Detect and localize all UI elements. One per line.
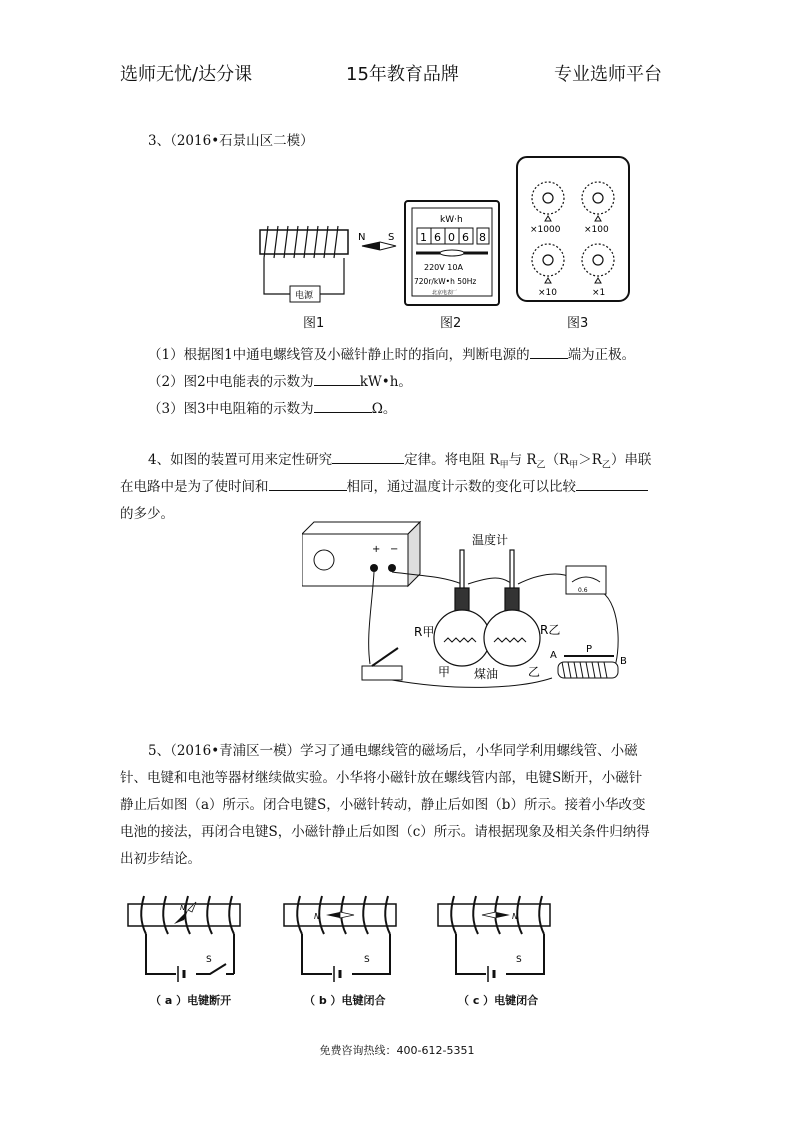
q3-title: 3、（2016•石景山区二模） xyxy=(148,133,314,149)
rheostat-a-label: A xyxy=(550,650,557,661)
supply-minus-label: − xyxy=(390,544,399,555)
flask-jia-label: 甲 xyxy=(438,665,451,679)
answer-blank[interactable] xyxy=(332,447,404,464)
q5b-n-label: N xyxy=(314,912,320,921)
fig3-caption: 图3 xyxy=(567,316,589,331)
q3-item-2-text: （2）图2中电能表的示数为 xyxy=(148,374,314,390)
q5-line-4: 电池的接法，再闭合电键S，小磁针静止后如图（c）所示。请根据现象及相关条件归纳得 xyxy=(120,824,650,840)
q4-sub-jia: 甲 xyxy=(499,460,509,471)
page-footer: 免费咨询热线：400-612-5351 xyxy=(319,1044,475,1057)
answer-blank[interactable] xyxy=(314,396,372,413)
header-center: 15年教育品牌 xyxy=(346,64,459,85)
q3-item-1-suffix: 端为正极。 xyxy=(567,347,636,363)
r-yi-label: R乙 xyxy=(540,623,561,637)
q5b-s-label: S xyxy=(364,955,370,965)
q5-line-5: 出初步结论。 xyxy=(120,851,201,867)
header-left: 选师无忧/达分课 xyxy=(120,64,253,85)
answer-blank[interactable] xyxy=(314,369,360,386)
fig3-mult-10: ×10 xyxy=(538,288,557,298)
q4-text-f: ）串联 xyxy=(610,452,652,468)
q3-item-1 xyxy=(148,342,635,369)
q4-text-e: ＞R xyxy=(578,452,602,468)
q5b-caption: （ b ）电键闭合 xyxy=(304,994,386,1007)
q4-sub-jia-2: 甲 xyxy=(569,460,579,471)
rheostat-p-label: P xyxy=(586,644,593,655)
q4-line-3: 的多少。 xyxy=(120,506,174,522)
flask-yi-label: 乙 xyxy=(528,665,541,679)
fig2-digit-4: 6 xyxy=(462,231,469,244)
fig2-digit-1: 1 xyxy=(420,231,427,244)
fig3-mult-100: ×100 xyxy=(584,225,609,235)
q5c-n-label: N xyxy=(512,912,518,921)
q4-line-2 xyxy=(120,474,648,501)
q4-text-c: 与 R xyxy=(508,452,537,468)
q3-item-3 xyxy=(148,396,396,423)
fig1-solenoid-diagram xyxy=(250,218,400,304)
fig2-energy-meter xyxy=(404,200,500,306)
fig3-mult-1: ×1 xyxy=(592,288,606,298)
page-header xyxy=(0,60,794,90)
fig2-unit: kW·h xyxy=(440,215,463,225)
fig2-line2: 720r/kW•h 50Hz xyxy=(414,277,477,286)
q4-text-h: 相同，通过温度计示数的变化可以比较 xyxy=(346,479,576,495)
q5-fig-c xyxy=(436,892,554,992)
q5c-caption: （ c ）电键闭合 xyxy=(458,994,539,1007)
ammeter-scale-label: 0.6 xyxy=(578,587,588,594)
q3-item-2 xyxy=(148,369,412,396)
q3-item-3-suffix: Ω。 xyxy=(371,401,397,417)
q4-sub-yi: 乙 xyxy=(536,460,546,471)
q4-text-d: （R xyxy=(545,452,570,468)
r-jia-label: R甲 xyxy=(414,625,435,639)
header-right: 专业选师平台 xyxy=(554,64,662,85)
q4-text-a: 4、如图的装置可用来定性研究 xyxy=(148,452,333,468)
q5c-s-label: S xyxy=(516,955,522,965)
fig3-mult-1000: ×1000 xyxy=(530,225,561,235)
fig1-caption: 图1 xyxy=(303,316,325,331)
answer-blank[interactable] xyxy=(530,342,568,359)
fig2-digit-2: 6 xyxy=(434,231,441,244)
q3-item-2-suffix: kW•h。 xyxy=(359,374,412,390)
fig2-maker: 北京电表厂 xyxy=(432,290,458,296)
q4-text-b: 定律。将电阻 R xyxy=(404,452,500,468)
fig3-resistance-box xyxy=(516,156,630,302)
supply-plus-label: + xyxy=(372,544,381,555)
q3-item-1-text: （1）根据图1中通电螺线管及小磁针静止时的指向，判断电源的 xyxy=(148,347,530,363)
q5-line-3: 静止后如图（a）所示。闭合电键S，小磁针转动，静止后如图（b）所示。接着小华改变 xyxy=(120,797,646,813)
fig2-line1: 220V 10A xyxy=(424,263,463,272)
q3-item-3-text: （3）图3中电阻箱的示数为 xyxy=(148,401,314,417)
q5a-n-label: N xyxy=(180,904,186,912)
q5-fig-b xyxy=(282,892,400,992)
kerosene-label: 煤油 xyxy=(474,667,499,681)
fig2-caption: 图2 xyxy=(440,316,462,331)
q4-text-g: 在电路中是为了使时间和 xyxy=(120,479,269,495)
fig2-digit-5: 8 xyxy=(479,231,486,244)
rheostat-b-label: B xyxy=(620,656,627,667)
q5a-caption: （ a ）电键断开 xyxy=(150,994,232,1007)
q4-circuit-diagram xyxy=(302,516,632,696)
q5-line-1: 5、（2016•青浦区一模）学习了通电螺线管的磁场后，小华同学利用螺线管、小磁 xyxy=(148,743,638,759)
fig1-source-label: 电源 xyxy=(295,291,314,301)
q4-sub-yi-2: 乙 xyxy=(601,460,611,471)
answer-blank[interactable] xyxy=(576,474,648,491)
thermometer-label: 温度计 xyxy=(472,533,509,547)
q5-line-2: 针、电键和电池等器材继续做实验。小华将小磁针放在螺线管内部，电键S断开，小磁针 xyxy=(120,770,643,786)
answer-blank[interactable] xyxy=(269,474,347,491)
q5a-s-label: S xyxy=(206,955,212,965)
fig2-digit-3: 0 xyxy=(448,231,455,244)
fig1-n-label: N xyxy=(358,232,366,243)
q5-fig-a xyxy=(126,892,244,992)
fig1-s-label: S xyxy=(388,232,395,243)
